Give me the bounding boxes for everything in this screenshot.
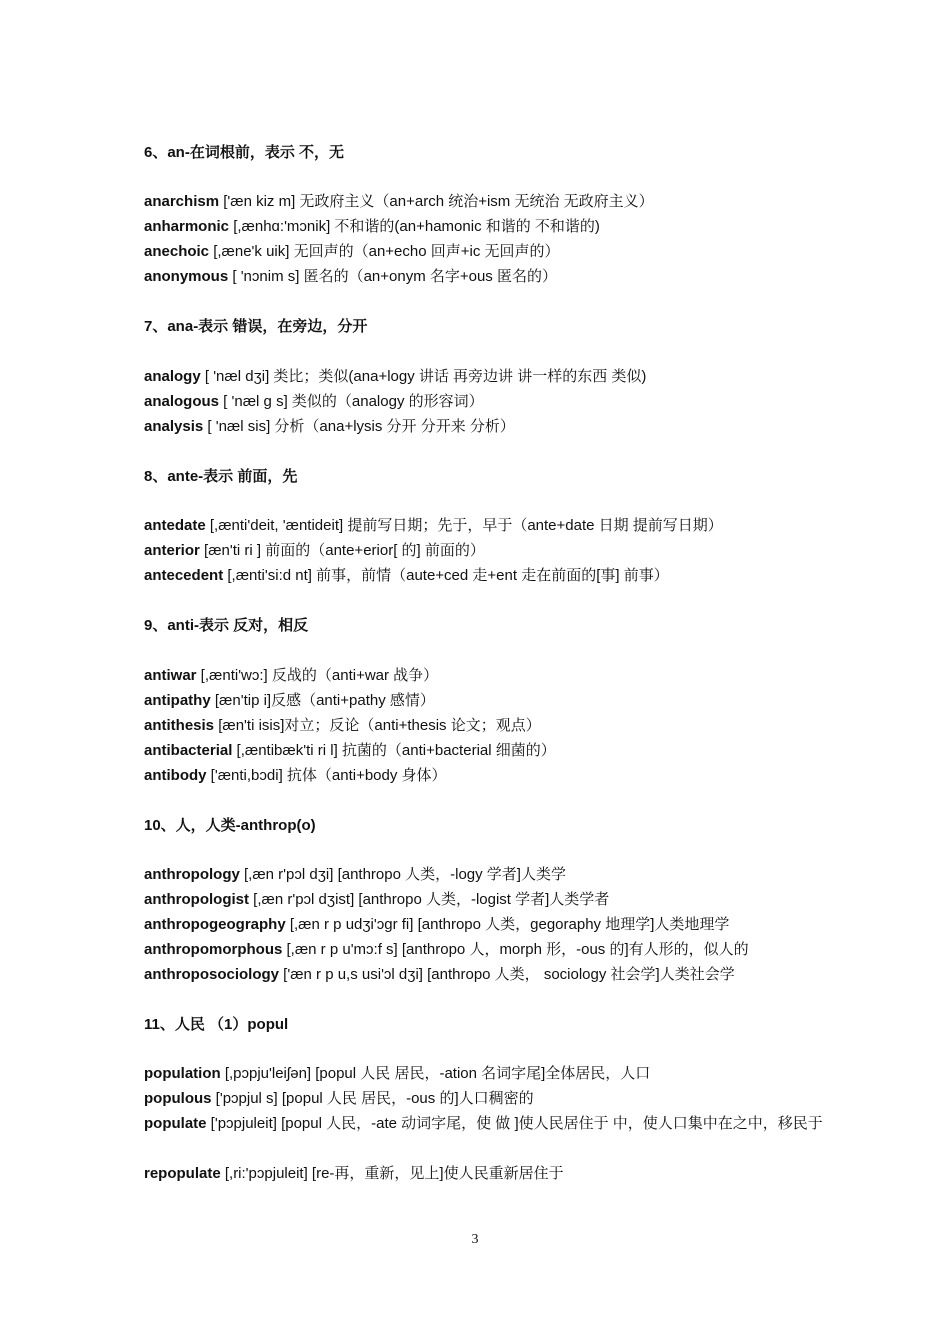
entry-word: anharmonic [144, 218, 230, 235]
entry-word: antipathy [144, 692, 211, 709]
entry-definition: [,ænhɑ:'mɔnik] 不和谐的(an+hamonic 和谐的 不和谐的) [229, 218, 600, 235]
entry-word: analysis [144, 418, 204, 435]
entry-word: anterior [144, 542, 200, 559]
entry-definition: [,ænti'wɔ:] 反战的（anti+war 战争） [196, 667, 439, 684]
section-heading: 10、人，人类-anthrop(o) [144, 817, 316, 834]
entry-line [144, 763, 830, 788]
entry-line [144, 688, 830, 713]
entry-line [144, 513, 830, 538]
section-heading: 9、anti-表示 反对，相反 [144, 617, 309, 634]
entry-line [144, 962, 830, 987]
entry-definition: ['æn r p u,s usi'ɔl dʒi] [anthropo 人类， sociology 社会学]人类社会学 [279, 966, 735, 983]
entry-definition: [ 'næl dʒi] 类比；类似(ana+logy 讲话 再旁边讲 讲一样的东西 类似) [200, 368, 647, 385]
entry-line [144, 1161, 830, 1186]
entry-word: anechoic [144, 243, 210, 260]
entry-line [144, 887, 830, 912]
entry-line [144, 663, 830, 688]
entry-word: anthropogeography [144, 916, 286, 933]
entry-word: antedate [144, 517, 206, 534]
entry-word: population [144, 1065, 221, 1082]
entry-word: antibody [144, 767, 207, 784]
entry-line [144, 1061, 830, 1086]
entry-definition: ['pɔpjuleit] [popul 人民，-ate 动词字尾，使 做 ]使人民居住于 中，使人口集中在之中，移民于 [206, 1115, 823, 1132]
entry-word: anthropomorphous [144, 941, 283, 958]
entry-line [144, 563, 830, 588]
entry-definition: [,æntibæk'ti ri l] 抗菌的（anti+bacterial 细菌的） [232, 742, 556, 759]
entry-word: antibacterial [144, 742, 233, 759]
entry-line [144, 862, 830, 887]
entry-definition: [,æn r'pɔl dʒi] [anthropo 人类，-logy 学者]人类学 [239, 866, 566, 883]
entry-line [144, 189, 830, 214]
entry-word: anonymous [144, 268, 229, 285]
section-heading: 8、ante-表示 前面，先 [144, 468, 298, 485]
entry-line [144, 239, 830, 264]
entry-definition: [,æne'k uik] 无回声的（an+echo 回声+ic 无回声的） [209, 243, 560, 260]
entry-definition: [,ænti'deit, 'æntideit] 提前写日期；先于，早于（ante+date 日期 提前写日期） [205, 517, 723, 534]
entry-word: anthroposociology [144, 966, 279, 983]
entry-line [144, 389, 830, 414]
entry-word: anthropology [144, 866, 240, 883]
entry-word: antecedent [144, 567, 224, 584]
entry-definition: [,ri:'pɔpjuleit] [re-再，重新，见上]使人民重新居住于 [220, 1165, 564, 1182]
entry-line [144, 414, 830, 439]
entry-definition: [æn'ti isis]对立；反论（anti+thesis 论文；观点） [214, 717, 541, 734]
section-heading: 7、ana-表示 错误，在旁边，分开 [144, 318, 368, 335]
entry-word: analogous [144, 393, 220, 410]
entry-definition: [,æn r p udʒi'ɔɡr fi] [anthropo 人类，gegoraphy 地理学]人类地理学 [285, 916, 730, 933]
entry-definition: [æn'ti ri ] 前面的（ante+erior[ 的] 前面的） [199, 542, 485, 559]
entry-definition: ['pɔpjul s] [popul 人民 居民，-ous 的]人口稠密的 [211, 1090, 534, 1107]
entry-line [144, 1111, 830, 1136]
entry-line [144, 538, 830, 563]
entry-word: repopulate [144, 1165, 221, 1182]
entry-definition: [ 'næl sis] 分析（ana+lysis 分开 分开来 分析） [203, 418, 515, 435]
entry-definition: ['æn kiz m] 无政府主义（an+arch 统治+ism 无统治 无政府主义） [219, 193, 654, 210]
entry-definition: [,pɔpju'leiʃən] [popul 人民 居民，-ation 名词字尾]全体居民，人口 [220, 1065, 651, 1082]
entry-definition: [ 'nɔnim s] 匿名的（an+onym 名字+ous 匿名的） [228, 268, 557, 285]
entry-line [144, 937, 830, 962]
entry-definition: [,æn r'pɔl dʒist] [anthropo 人类，-logist 学者]人类学者 [249, 891, 610, 908]
entry-line [144, 738, 830, 763]
section-heading: 11、人民 （1）popul [144, 1016, 289, 1033]
entry-line [144, 364, 830, 389]
section-heading: 6、an-在词根前，表示 不，无 [144, 144, 345, 161]
entry-word: antiwar [144, 667, 197, 684]
entry-line [144, 713, 830, 738]
entry-word: anarchism [144, 193, 220, 210]
entry-line [144, 912, 830, 937]
entry-line [144, 214, 830, 239]
entry-word: analogy [144, 368, 201, 385]
entry-word: populous [144, 1090, 212, 1107]
entry-definition: ['ænti,bɔdi] 抗体（anti+body 身体） [206, 767, 447, 784]
entry-word: populate [144, 1115, 207, 1132]
entry-definition: [æn'tip i]反感（anti+pathy 感情） [210, 692, 435, 709]
entry-definition: [ 'næl ɡ s] 类似的（analogy 的形容词） [219, 393, 484, 410]
entry-definition: [,ænti'si:d nt] 前事，前情（aute+ced 走+ent 走在前面的[事] 前事） [223, 567, 669, 584]
entry-word: anthropologist [144, 891, 249, 908]
page-number: 3 [471, 1232, 479, 1247]
entry-word: antithesis [144, 717, 215, 734]
entry-line [144, 264, 830, 289]
entry-line [144, 1086, 830, 1111]
entry-definition: [,æn r p u'mɔ:f s] [anthropo 人，morph 形，-ous 的]有人形的，似人的 [282, 941, 749, 958]
